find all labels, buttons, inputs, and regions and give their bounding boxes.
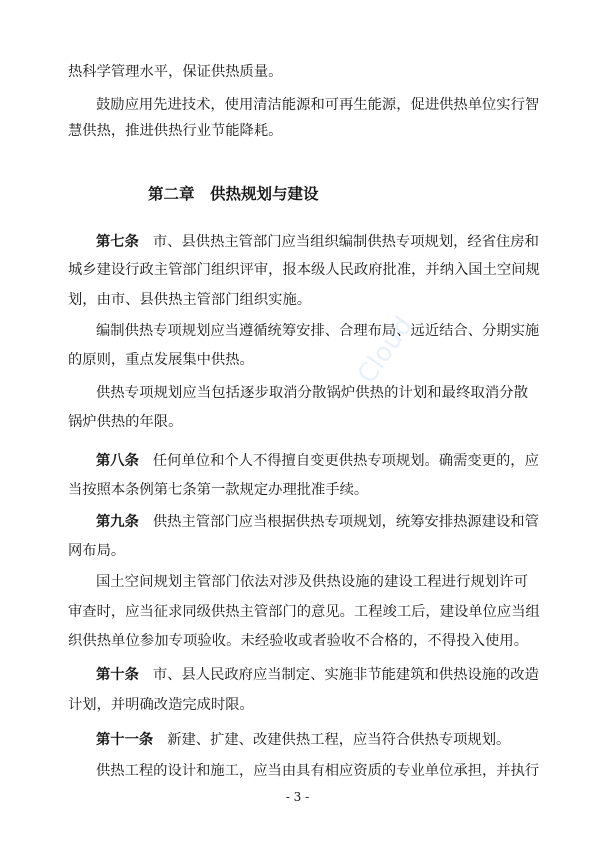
paragraph-line: 编制供热专项规划应当遵循统筹安排、合理布局、远近结合、分期实施: [96, 323, 540, 339]
paragraph-line: 供热工程的设计和施工，应当由具有相应资质的专业单位承担，并执行: [96, 763, 540, 779]
article-label: 第十一条: [96, 732, 154, 748]
paragraph-line: 慧供热，推进供热行业节能降耗。: [68, 123, 283, 139]
article-label: 第十条: [96, 667, 139, 683]
paragraph-line: 织供热单位参加专项验收。未经验收或者验收不合格的，不得投入使用。: [68, 633, 528, 649]
paragraph-line: 锅炉供热的年限。: [68, 414, 183, 430]
article-line: [96, 232, 539, 252]
paragraph-line: 网布局。: [68, 543, 126, 559]
paragraph-line: 供热专项规划应当包括逐步取消分散锅炉供热的计划和最终取消分散: [96, 385, 528, 401]
article-text: 市、县人民政府应当制定、实施非节能建筑和供热设施的改造: [152, 667, 539, 683]
article-line: [96, 451, 539, 471]
paragraph-line: 计划，并明确改造完成时限。: [68, 697, 254, 713]
paragraph-line: 城乡建设行政主管部门组织评审，报本级人民政府批准，并纳入国土空间规: [68, 262, 540, 278]
article-line: [96, 730, 510, 750]
paragraph-line: 国土空间规划主管部门依法对涉及供热设施的建设工程进行规划许可: [96, 574, 528, 590]
article-text: 供热主管部门应当根据供热专项规划，统筹安排热源建设和管: [152, 514, 539, 530]
article-text: 任何单位和个人不得擅自变更供热专项规划。确需变更的，应: [152, 453, 539, 469]
paragraph-line: 审查时，应当征求同级供热主管部门的意见。工程竣工后，建设单位应当组: [68, 604, 540, 620]
page-number: - 3 -: [285, 790, 310, 804]
article-text: 市、县供热主管部门应当组织编制供热专项规划，经省住房和: [152, 234, 539, 250]
article-text: 新建、扩建、改建供热工程，应当符合供热专项规划。: [167, 732, 511, 748]
paragraph-line: 鼓励应用先进技术，使用清洁能源和可再生能源，促进供热单位实行智: [96, 97, 540, 113]
paragraph-line: 热科学管理水平，保证供热质量。: [68, 64, 283, 80]
paragraph-line: 划，由市、县供热主管部门组织实施。: [68, 292, 312, 308]
article-label: 第九条: [96, 514, 139, 530]
chapter-heading: 第二章 供热规划与建设: [148, 184, 319, 203]
watermark: Cloud: [352, 311, 420, 390]
article-line: [96, 665, 539, 685]
paragraph-line: 的原则，重点发展集中供热。: [68, 352, 254, 368]
paragraph-line: 当按照本条例第七条第一款规定办理批准手续。: [68, 482, 369, 498]
article-label: 第七条: [96, 234, 139, 250]
article-line: [96, 512, 539, 532]
article-label: 第八条: [96, 453, 139, 469]
